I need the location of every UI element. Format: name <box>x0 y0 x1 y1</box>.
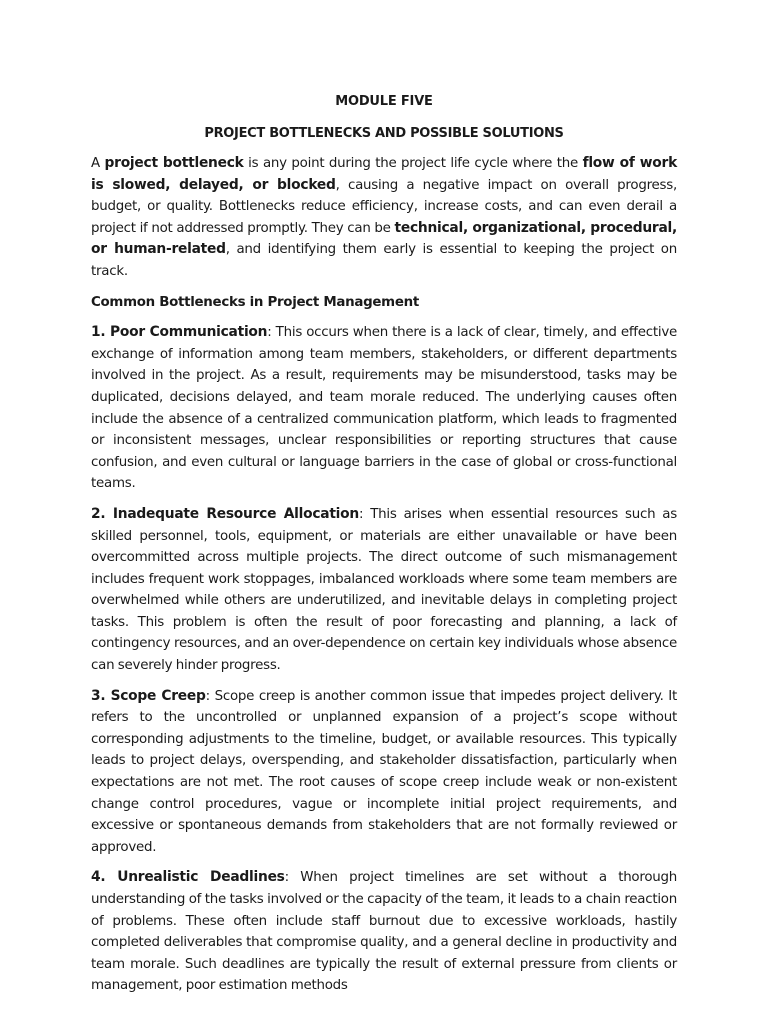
intro-bold-1: project bottleneck <box>104 155 244 171</box>
bottleneck-body: : This occurs when there is a lack of clear, timely, and effective exchange of information among team members, stakeholders, or different departments involved in the project. As a result, requirements may be misunderstood, tasks may be duplicated, decisions delayed, and team morale reduced. The underlying causes often include the absence of a centralized communication platform, which leads to fragmented or inconsistent messages, unclear responsibilities or reporting structures that cause confusion, and even cultural or language barriers in the case of global or cross-functional teams. <box>91 325 677 492</box>
bottleneck-body: : This arises when essential resources such as skilled personnel, tools, equipment, or materials are either unavailable or have been overcommitted across multiple projects. The direct outcome of such mismanagement includes frequent work stoppages, imbalanced workloads where some team members are overwhelmed while others are underutilized, and inevitable delays in completing project tasks. This problem is often the result of poor forecasting and planning, a lack of contingency resources, and an over-dependence on certain key individuals whose absence can severely hinder progress. <box>91 506 677 674</box>
intro-text-2: is any point during the project life cycle where the <box>243 156 583 171</box>
bottleneck-body: : Scope creep is another common issue that impedes project delivery. It refers to the uncontrolled or unplanned expansion of a project’s scope without corresponding adjustments to the timeline, budget, or available resources. This typically leads to project delays, overspending, and stakeholder dissatisfaction, particularly when expectations are not met. The root causes of scope creep include weak or non-existent change control procedures, vague or incomplete initial project requirements, and excessive or spontaneous demands from stakeholders that are not formally reviewed or approved. <box>91 688 677 855</box>
intro-bold-2: flow of work is slowed, delayed, or blocked <box>91 155 677 193</box>
bottleneck-title: 4. Unrealistic Deadlines <box>91 869 285 886</box>
module-title: MODULE FIVE <box>335 94 433 109</box>
intro-text-1: A <box>91 156 105 171</box>
bottleneck-title: 3. Scope Creep <box>91 687 206 704</box>
bottleneck-item <box>91 686 677 859</box>
module-subtitle: PROJECT BOTTLENECKS AND POSSIBLE SOLUTIONS <box>204 126 564 141</box>
intro-bold-3: technical, organizational, procedural, or human-related <box>91 219 677 258</box>
intro-paragraph <box>91 153 677 283</box>
bottleneck-item <box>91 867 677 997</box>
bottleneck-item <box>91 504 677 677</box>
bottleneck-item <box>91 322 677 495</box>
bottleneck-body: : When project timelines are set without a thorough understanding of the tasks involved or the capacity of the team, it leads to a chain reaction of problems. These often include staff burnout due to excessive workloads, hastily completed deliverables that compromise quality, and a general decline in productivity and team morale. Such deadlines are typically the result of external pressure from clients or management, poor estimation methods <box>91 870 678 994</box>
bottleneck-title: 2. Inadequate Resource Allocation <box>91 505 359 522</box>
intro-text-4: , and identifying them early is essential to keeping the project on track. <box>91 242 677 279</box>
document-body <box>91 93 677 1006</box>
section-heading: Common Bottlenecks in Project Management <box>91 294 419 310</box>
bottleneck-title: 1. Poor Communication <box>91 324 268 341</box>
intro-text-3: , causing a negative impact on overall progress, budget, or quality. Bottlenecks reduce efficiency, increase costs, and can even derail a project if not addressed promptly. They can be <box>91 177 677 236</box>
